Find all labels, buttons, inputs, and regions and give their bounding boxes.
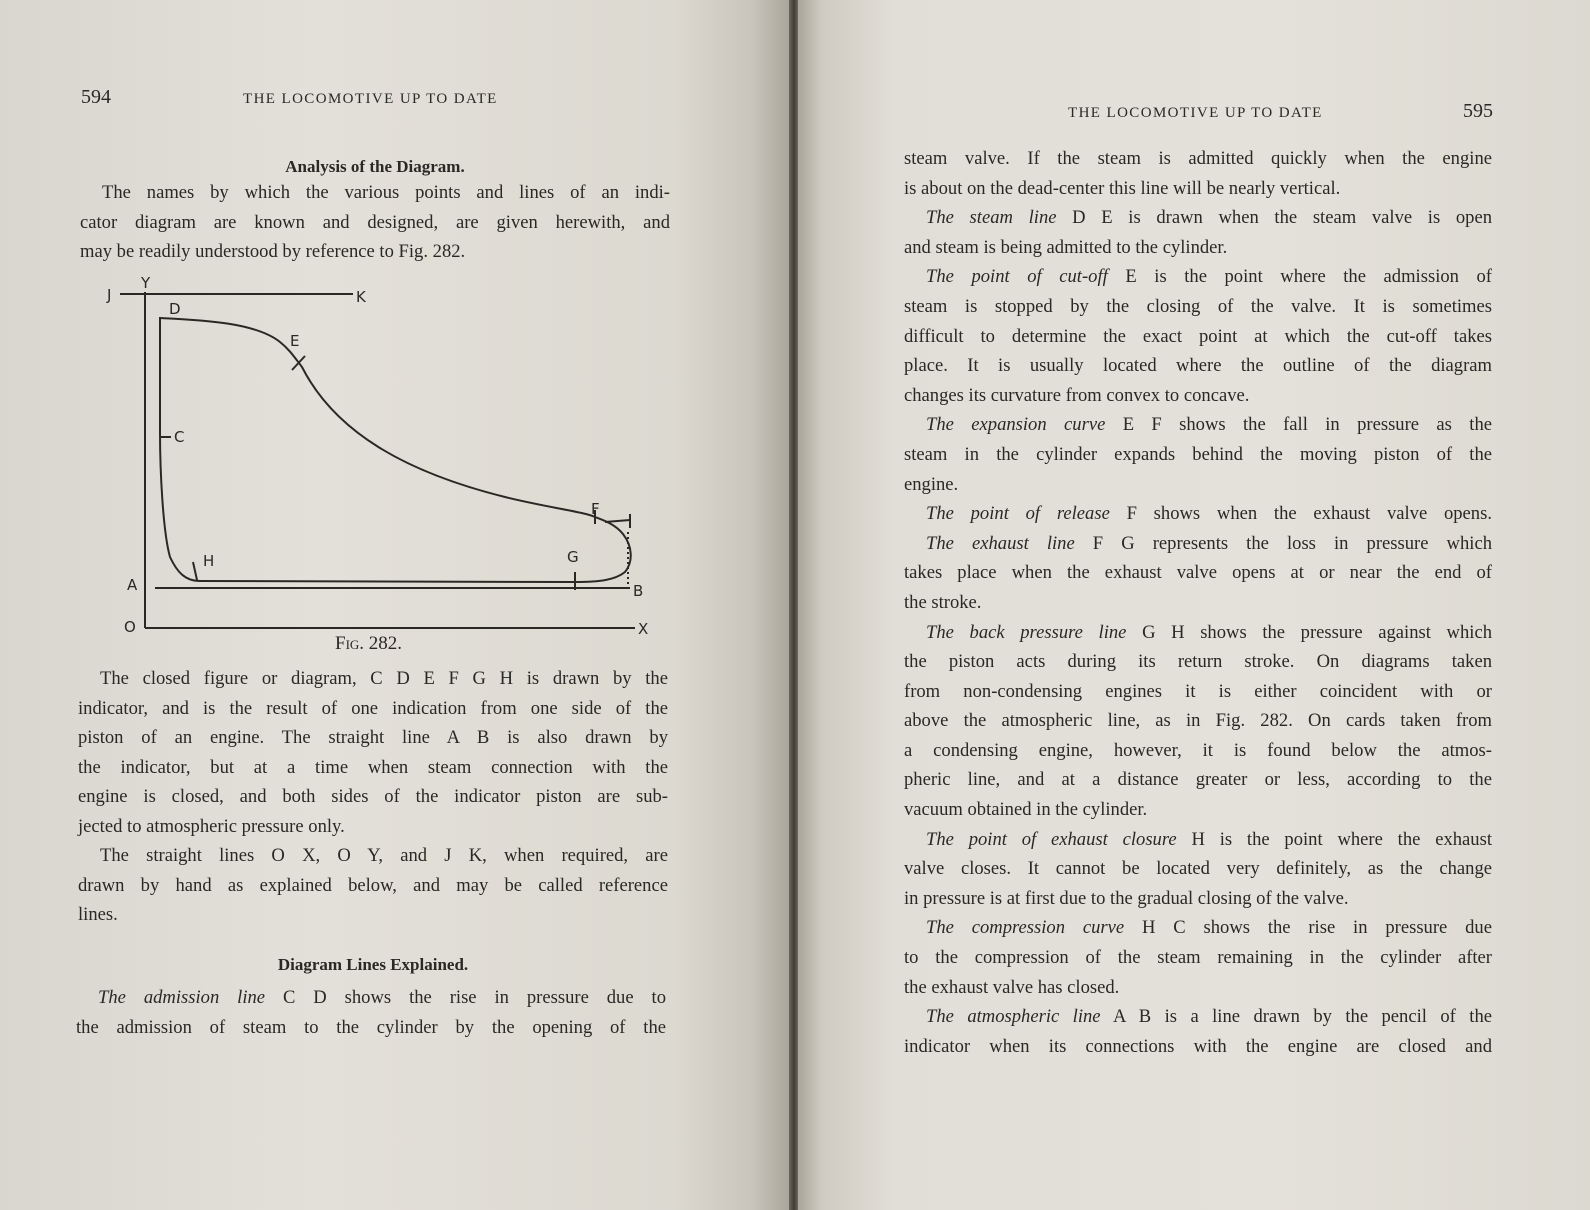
text-line xyxy=(904,1032,1492,1062)
text: valve closes. It cannot be located very definitely, as the change xyxy=(904,858,1492,880)
text: steam in the cylinder expands behind the moving piston of the xyxy=(904,443,1492,465)
term: The atmospheric line xyxy=(926,1006,1101,1028)
text: D E is drawn when the steam valve is open xyxy=(1056,207,1493,229)
text: C D shows the rise in pressure due to xyxy=(265,987,666,1008)
text-line xyxy=(904,174,1492,204)
section-heading: Diagram Lines Explained. xyxy=(277,955,469,974)
text-line: The names by which the various points and lines of an indi- xyxy=(102,182,670,203)
text-line xyxy=(904,588,1492,618)
text-line xyxy=(904,913,1492,943)
term: The admission line xyxy=(98,987,266,1008)
text: is about on the dead-center this line will be nearly vertical. xyxy=(904,177,1341,199)
text-line xyxy=(904,677,1492,707)
term: The exhaust line xyxy=(926,532,1075,554)
caption-number: 282. xyxy=(368,633,403,654)
text-line xyxy=(904,144,1492,174)
text: vacuum obtained in the cylinder. xyxy=(904,799,1148,821)
label-x: X xyxy=(638,620,649,638)
text-line: the indicator, but at a time when steam connection with the xyxy=(78,756,668,778)
intro-paragraph xyxy=(80,178,670,267)
text-line xyxy=(904,558,1492,588)
text-line: indicator, and is the result of one indication from one side of the xyxy=(78,697,668,719)
page-number: 595 xyxy=(1463,100,1493,122)
text-line xyxy=(904,529,1492,559)
label-b: B xyxy=(633,582,644,600)
right-page xyxy=(798,0,1590,1210)
text-line xyxy=(904,203,1492,233)
text-line xyxy=(904,973,1492,1003)
text-line: engine is closed, and both sides of the indicator piston are sub- xyxy=(78,786,668,808)
text: F shows when the exhaust valve opens. xyxy=(1109,503,1492,525)
text: H C shows the rise in pressure due xyxy=(1124,917,1492,939)
text-line xyxy=(76,983,666,1013)
label-j: J xyxy=(107,286,112,304)
label-k: K xyxy=(356,288,366,306)
text-line xyxy=(904,292,1492,322)
label-c: C xyxy=(174,428,185,446)
label-o: O xyxy=(124,618,136,636)
text-line xyxy=(904,499,1492,529)
text-line: The straight lines O X, O Y, and J K, when required, are xyxy=(100,845,668,866)
label-h: H xyxy=(203,552,215,570)
text-line xyxy=(904,233,1492,263)
label-f: F xyxy=(591,500,600,518)
label-a: A xyxy=(127,576,138,594)
indicator-diagram-figure xyxy=(105,272,665,642)
right-page-body xyxy=(904,144,1492,1061)
text: the piston acts during its return stroke. On diagrams taken xyxy=(904,651,1492,673)
text: to the compression of the steam remaining in the cylinder after xyxy=(904,947,1492,969)
text: H is the point where the exhaust xyxy=(1176,828,1493,850)
page-number: 594 xyxy=(81,86,111,108)
text: steam is stopped by the closing of the valve. It is sometimes xyxy=(904,295,1492,317)
text: takes place when the exhaust valve opens at or near the end of xyxy=(904,562,1492,584)
text: in pressure is at first due to the gradual closing of the valve. xyxy=(904,887,1349,909)
term: The steam line xyxy=(926,207,1057,229)
text-line xyxy=(904,795,1492,825)
left-page xyxy=(0,0,792,1210)
text-line xyxy=(904,1002,1492,1032)
text-line: The closed figure or diagram, C D E F G H is drawn by the xyxy=(100,668,668,689)
text-line xyxy=(904,736,1492,766)
text: the stroke. xyxy=(904,591,982,613)
term: The back pressure line xyxy=(926,621,1127,643)
text-line: may be readily understood by reference to Fig. 282. xyxy=(80,241,466,263)
figure-caption xyxy=(335,633,402,655)
term: The expansion curve xyxy=(926,414,1106,436)
text-line: jected to atmospheric pressure only. xyxy=(78,815,345,837)
text: G H shows the pressure against which xyxy=(1126,621,1492,643)
label-e: E xyxy=(290,332,300,350)
text-line xyxy=(904,854,1492,884)
label-d: D xyxy=(169,300,181,318)
text: A B is a line drawn by the pencil of the xyxy=(1100,1006,1493,1028)
text: indicator when its connections with the engine are closed and xyxy=(904,1035,1492,1057)
text-line xyxy=(904,884,1492,914)
text: the exhaust valve has closed. xyxy=(904,976,1120,998)
text: a condensing engine, however, it is found below the atmos- xyxy=(904,739,1492,761)
label-y: Y xyxy=(141,274,151,292)
text-line xyxy=(904,825,1492,855)
label-g: G xyxy=(567,548,579,566)
text: engine. xyxy=(904,473,959,495)
text-line xyxy=(904,351,1492,381)
text: E is the point where the admission of xyxy=(1107,266,1493,288)
section-heading: Analysis of the Diagram. xyxy=(285,157,465,176)
paragraph-reference-lines xyxy=(78,841,668,930)
caption-prefix: Fig. xyxy=(335,633,365,654)
text: pheric line, and at a distance greater or less, according to the xyxy=(904,769,1492,791)
text-line xyxy=(904,322,1492,352)
text: place. It is usually located where the outline of the diagram xyxy=(904,355,1492,377)
text: E F shows the fall in pressure as the xyxy=(1105,414,1492,436)
text: difficult to determine the exact point at which the cut-off takes xyxy=(904,325,1492,347)
text: from non-condensing engines it is either coincident with or xyxy=(904,680,1492,702)
diagram-curve xyxy=(160,318,631,582)
text: above the atmospheric line, as in Fig. 282. On cards taken from xyxy=(904,710,1492,732)
text-line: the admission of steam to the cylinder by the opening of the xyxy=(76,1016,666,1038)
term: The point of cut-off xyxy=(926,266,1108,288)
text: and steam is being admitted to the cylinder. xyxy=(904,236,1228,258)
text-line xyxy=(904,706,1492,736)
text-line: drawn by hand as explained below, and may be called reference xyxy=(78,874,668,896)
term: The point of exhaust closure xyxy=(926,828,1177,850)
text: steam valve. If the steam is admitted quickly when the engine xyxy=(904,148,1492,169)
text-line: cator diagram are known and designed, are given herewith, and xyxy=(80,211,670,233)
text-line xyxy=(904,440,1492,470)
text: F G represents the loss in pressure which xyxy=(1074,532,1492,554)
text-line xyxy=(904,470,1492,500)
paragraph-closed-figure xyxy=(78,664,668,842)
text-line xyxy=(904,943,1492,973)
text-line: lines. xyxy=(78,904,118,926)
text-line xyxy=(904,618,1492,648)
text-line xyxy=(904,262,1492,292)
paragraph-admission-line xyxy=(76,983,666,1042)
term: The point of release xyxy=(926,503,1110,525)
text-line xyxy=(904,381,1492,411)
text-line xyxy=(904,647,1492,677)
term: The compression curve xyxy=(926,917,1125,939)
text-line xyxy=(904,765,1492,795)
running-head: THE LOCOMOTIVE UP TO DATE xyxy=(243,91,498,107)
text-line xyxy=(904,410,1492,440)
running-head: THE LOCOMOTIVE UP TO DATE xyxy=(1068,105,1323,121)
text-line: piston of an engine. The straight line A B is also drawn by xyxy=(78,727,668,749)
text: changes its curvature from convex to concave. xyxy=(904,384,1250,406)
